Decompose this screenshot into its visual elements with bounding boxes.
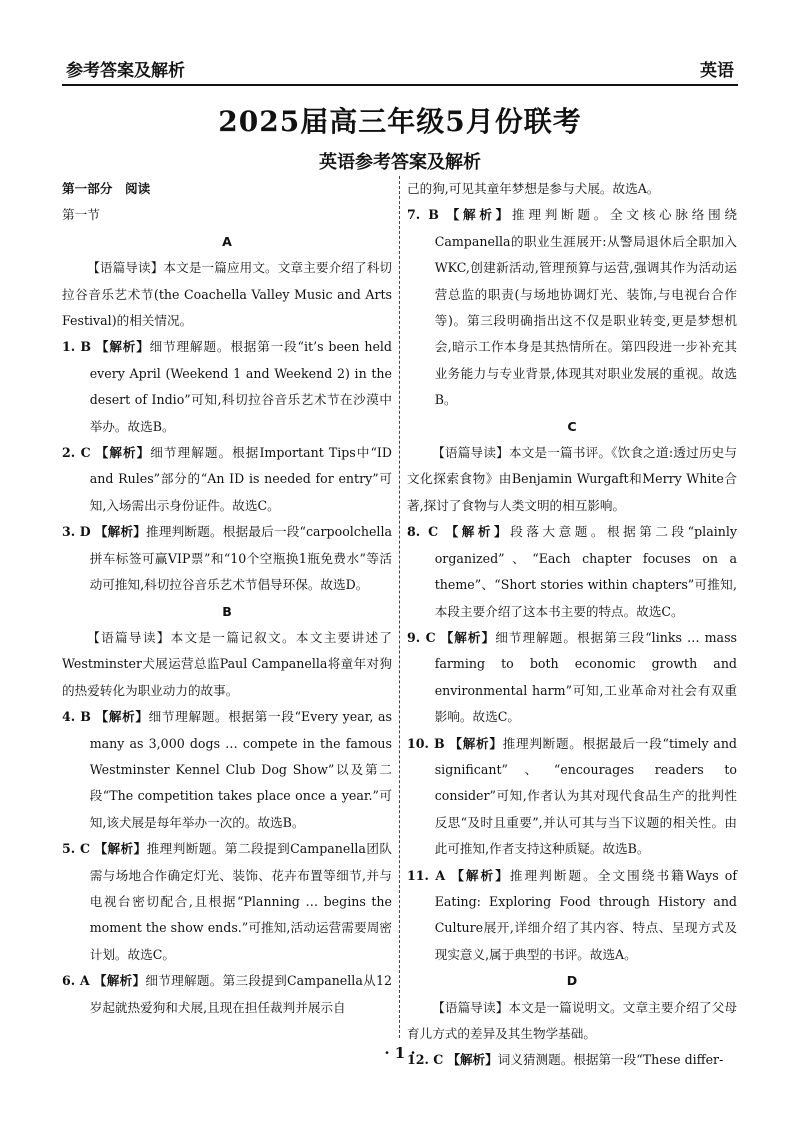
answer-number: 8. C — [407, 524, 439, 540]
answer-explanation: 推理判断题。全文围绕书籍Ways of Eating: Exploring Food through History and Culture展开,详细介绍了其内容、特点、呈现方式及现实意义,属于典型的书评。故选A。 — [434, 867, 737, 962]
answer-number: 7. B — [407, 207, 439, 223]
answer-item — [407, 202, 737, 413]
header-subject-label: 英语 — [700, 61, 734, 81]
answer-number: 11. A — [407, 867, 446, 883]
answer-number: 12. C — [407, 1052, 444, 1068]
answer-explanation: 细节理解题。根据Important Tips中“ID and Rules”部分的“An ID is needed for entry”可知,入场需出示身份证件。故选C。 — [89, 445, 392, 513]
answer-item — [62, 968, 392, 1021]
answer-number: 2. C — [62, 445, 91, 461]
section-heading: 第一节 — [62, 207, 100, 223]
answer-item — [407, 519, 737, 625]
analysis-tag: 【解析】 — [93, 973, 146, 989]
analysis-tag: 【解析】 — [95, 445, 151, 461]
continued-text: 己的狗,可见其童年梦想是参与犬展。故选A。 — [407, 181, 660, 196]
passage-c-heading: C — [567, 418, 577, 434]
analysis-tag: 【解析】 — [449, 735, 503, 751]
passage-a-heading: A — [222, 233, 232, 249]
right-column — [407, 176, 737, 1068]
part-heading: 第一部分 阅读 — [62, 181, 151, 196]
passage-b-heading: B — [222, 603, 232, 619]
column-divider — [399, 176, 400, 1038]
answer-explanation: 推理判断题。根据最后一段“timely and significant”、“encourages readers to consider”可知,作者认为其对现代食品生产的批判性反思“及时且重要”,并认可其与当下议题的相关性。由此可推知,作者支持这种质疑。故选B。 — [434, 735, 737, 857]
analysis-tag: 【解析】 — [94, 524, 147, 540]
answer-explanation: 推理判断题。根据最后一段“carpoolchella拼车标签可赢VIP票”和“10个空瓶换1瓶免费水”等活动可推知,科切拉谷音乐艺术节倡导环保。故选D。 — [89, 524, 392, 593]
answer-item — [62, 440, 392, 519]
answer-number: 6. A — [62, 973, 90, 989]
exam-subtitle: 英语参考答案及解析 — [319, 152, 481, 173]
analysis-tag: 【解析】 — [95, 339, 150, 355]
answer-number: 3. D — [62, 524, 91, 540]
passage-c-guide: 【语篇导读】本文是一篇书评。《饮食之道:透过历史与文化探索食物》由Benjamin Wurgaft和Merry White合著,探讨了食物与人类文明的相互影响。 — [407, 445, 737, 513]
page-header — [62, 50, 738, 86]
answer-explanation: 细节理解题。根据第一段“Every year, as many as 3,000 dogs … compete in the famous Westminster Kennel Club Dog Show”以及第二段“The competition takes place once a year.”可知,该犬展是每年举办一次的。故选B。 — [89, 709, 392, 830]
analysis-tag: 【解析】 — [445, 524, 511, 540]
answer-explanation: 词义猜测题。根据第一段“These differ- — [497, 1052, 724, 1068]
answer-explanation: 推理判断题。第二段提到Campanella团队需与场地合作确定灯光、装饰、花卉布置等细节,并与电视台密切配合,且根据“Planning … begins the moment the show ends.”可推知,活动运营需要周密计划。故选C。 — [89, 841, 392, 962]
passage-d-heading: D — [566, 973, 578, 989]
analysis-tag: 【解析】 — [94, 841, 147, 857]
answer-explanation: 细节理解题。第三段提到Campanella从12岁起就热爱狗和犬展,且现在担任裁判并展示自 — [89, 973, 393, 1015]
passage-a-guide: 【语篇导读】本文是一篇应用文。文章主要介绍了科切拉谷音乐艺术节(the Coachella Valley Music and Arts Festival)的相关情况。 — [62, 260, 392, 329]
analysis-tag: 【解析】 — [440, 629, 496, 645]
answer-explanation: 细节理解题。根据第三段“links … mass farming to both economic growth and environmental harm”可知,工业革命对社会有双重影响。故选C。 — [434, 629, 737, 725]
header-left-label: 参考答案及解析 — [66, 61, 185, 81]
page-number: · 1 · — [384, 1044, 416, 1062]
answer-explanation: 推理判断题。全文核心脉络围绕Campanella的职业生涯展开:从警局退休后全职加入WKC,创建新活动,管理预算与运营,强调其作为活动运营总监的职责(与场地协调灯光、装饰,与电视台合作等)。第三段明确指出这不仅是职业转变,更是梦想机会,暗示工作本身是其热情所在。第四段进一步补充其业务能力与专业背景,体现其对职业发展的重视。故选B。 — [434, 207, 737, 408]
answer-number: 1. B — [62, 339, 92, 355]
answer-explanation: 段落大意题。根据第二段“plainly organized”、“Each chapter focuses on a theme”、“Short stories within chapters”可推知,本段主要介绍了这本书主要的特点。故选C。 — [434, 524, 737, 619]
answer-item — [62, 519, 392, 598]
answer-item — [62, 836, 392, 968]
answer-explanation: 细节理解题。根据第一段“it’s been held every April (Weekend 1 and Weekend 2) in the desert of Indio”可知,科切拉谷音乐艺术节在沙漠中举办。故选B。 — [89, 339, 392, 434]
exam-title: 2025届高三年级5月份联考 — [218, 105, 582, 138]
answer-number: 5. C — [62, 841, 91, 857]
left-column — [62, 176, 392, 1036]
passage-d-guide: 【语篇导读】本文是一篇说明文。文章主要介绍了父母育儿方式的差异及其生物学基础。 — [407, 999, 737, 1041]
passage-b-guide: 【语篇导读】本文是一篇记叙文。本文主要讲述了Westminster犬展运营总监Paul Campanella将童年对狗的热爱转化为职业动力的故事。 — [62, 629, 392, 698]
answer-item — [407, 731, 737, 863]
answer-item — [62, 334, 392, 440]
answer-item — [407, 625, 737, 731]
answer-number: 10. B — [407, 735, 445, 751]
answer-number: 4. B — [62, 709, 91, 725]
answer-item — [407, 863, 737, 969]
analysis-tag: 【解析】 — [451, 867, 510, 883]
analysis-tag: 【解析】 — [447, 1052, 498, 1068]
answer-item — [62, 704, 392, 836]
analysis-tag: 【解析】 — [446, 207, 513, 223]
analysis-tag: 【解析】 — [95, 709, 149, 725]
answer-number: 9. C — [407, 629, 436, 645]
